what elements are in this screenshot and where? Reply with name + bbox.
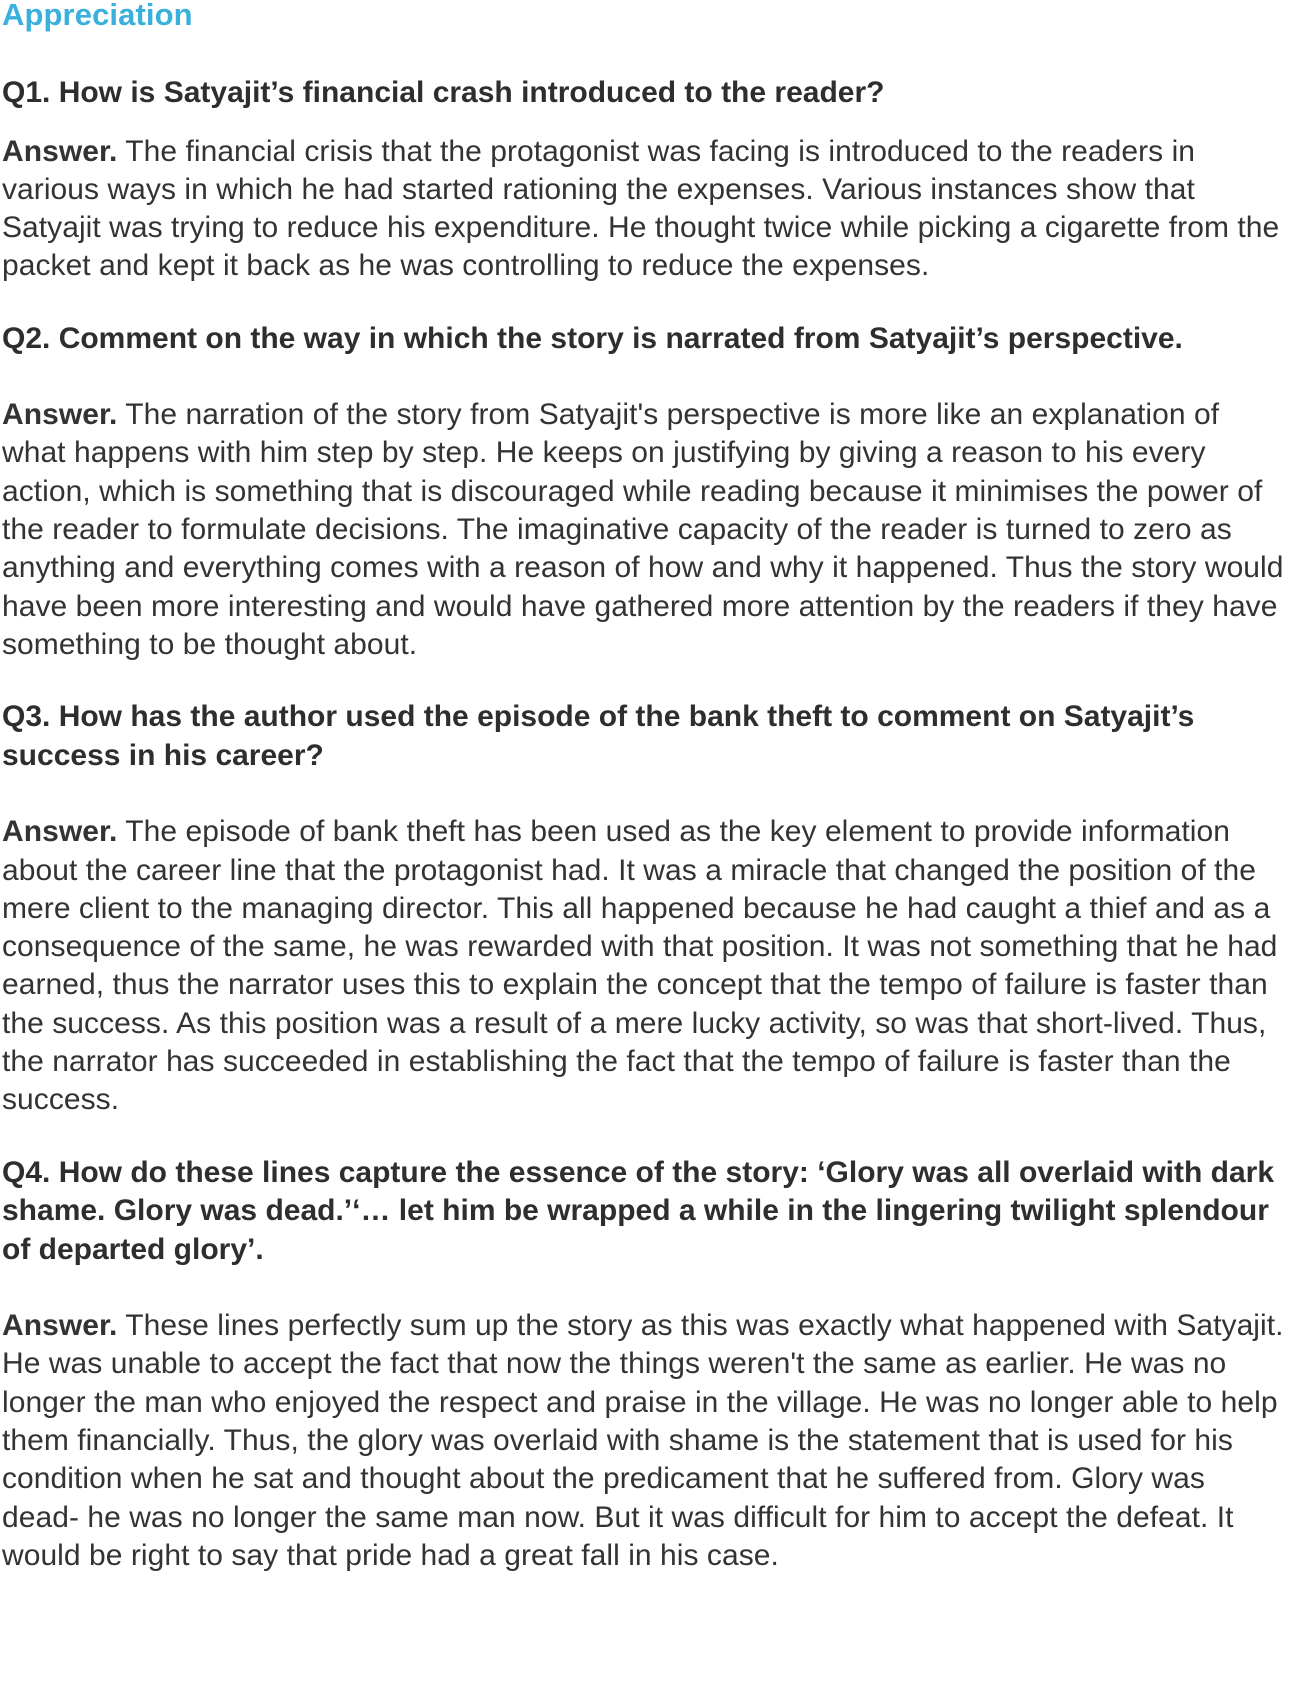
qa-item-3 [2,698,1289,1119]
answer-1 [2,133,1289,286]
qa-item-1 [2,74,1289,286]
answer-2 [2,396,1289,664]
answer-4 [2,1307,1289,1575]
qa-item-4 [2,1154,1289,1576]
answer-label: Answer. [2,134,118,168]
answer-label: Answer. [2,1309,118,1343]
answer-text-3: The episode of bank theft has been used as the key element to provide information about the career line that the protagonist had. It was a miracle that changed the position of the mere client to the managing director. This all happened because he had caught a thief and as a consequence of the same, he was rewarded with that position. It was not something that he had earned, thus the narrator uses this to explain the concept that the tempo of failure is faster than the success. As this position was a result of a mere lucky activity, so was that short-lived. Thus, the narrator has succeeded in establishing the fact that the tempo of failure is faster than the success. [2,815,1278,1117]
section-title: Appreciation [2,0,193,32]
question-1: Q1. How is Satyajit’s financial crash introduced to the reader? [2,76,885,109]
answer-3 [2,813,1289,1119]
answer-label: Answer. [2,815,118,849]
answer-text-4: These lines perfectly sum up the story as this was exactly what happened with Satyajit. He was unable to accept the fact that now the things weren't the same as earlier. He was no longer the man who enjoyed the respect and praise in the village. He was no longer able to help them financially. Thus, the glory was overlaid with shame is the statement that is used for his condition when he sat and thought about the predicament that he suffered from. Glory was dead- he was no longer the same man now. But it was difficult for him to accept the defeat. It would be right to say that pride had a great fall in his case. [2,1309,1284,1572]
qa-item-2 [2,320,1289,665]
answer-label: Answer. [2,398,118,432]
question-2: Q2. Comment on the way in which the story is narrated from Satyajit’s perspective. [2,321,1183,355]
question-3: Q3. How has the author used the episode of the bank theft to comment on Satyajit’s success in his career? [2,700,1195,772]
answer-text-2: The narration of the story from Satyajit's perspective is more like an explanation of what happens with him step by step. He keeps on justifying by giving a reason to his every action, which is something that is discouraged while reading because it minimises the power of the reader to formulate decisions. The imaginative capacity of the reader is turned to zero as anything and everything comes with a reason of how and why it happened. Thus the story would have been more interesting and would have gathered more attention by the readers if they have something to be thought about. [2,398,1284,661]
question-4: Q4. How do these lines capture the essence of the story: ‘Glory was all overlaid with dark shame. Glory was dead.’‘… let him be wrapped a while in the lingering twilight splendour of departed glory’. [2,1155,1275,1266]
answer-text-1: The financial crisis that the protagonist was facing is introduced to the readers in various ways in which he had started rationing the expenses. Various instances show that Satyajit was trying to reduce his expenditure. He thought twice while picking a cigarette from the packet and kept it back as he was controlling to reduce the expenses. [2,134,1280,283]
